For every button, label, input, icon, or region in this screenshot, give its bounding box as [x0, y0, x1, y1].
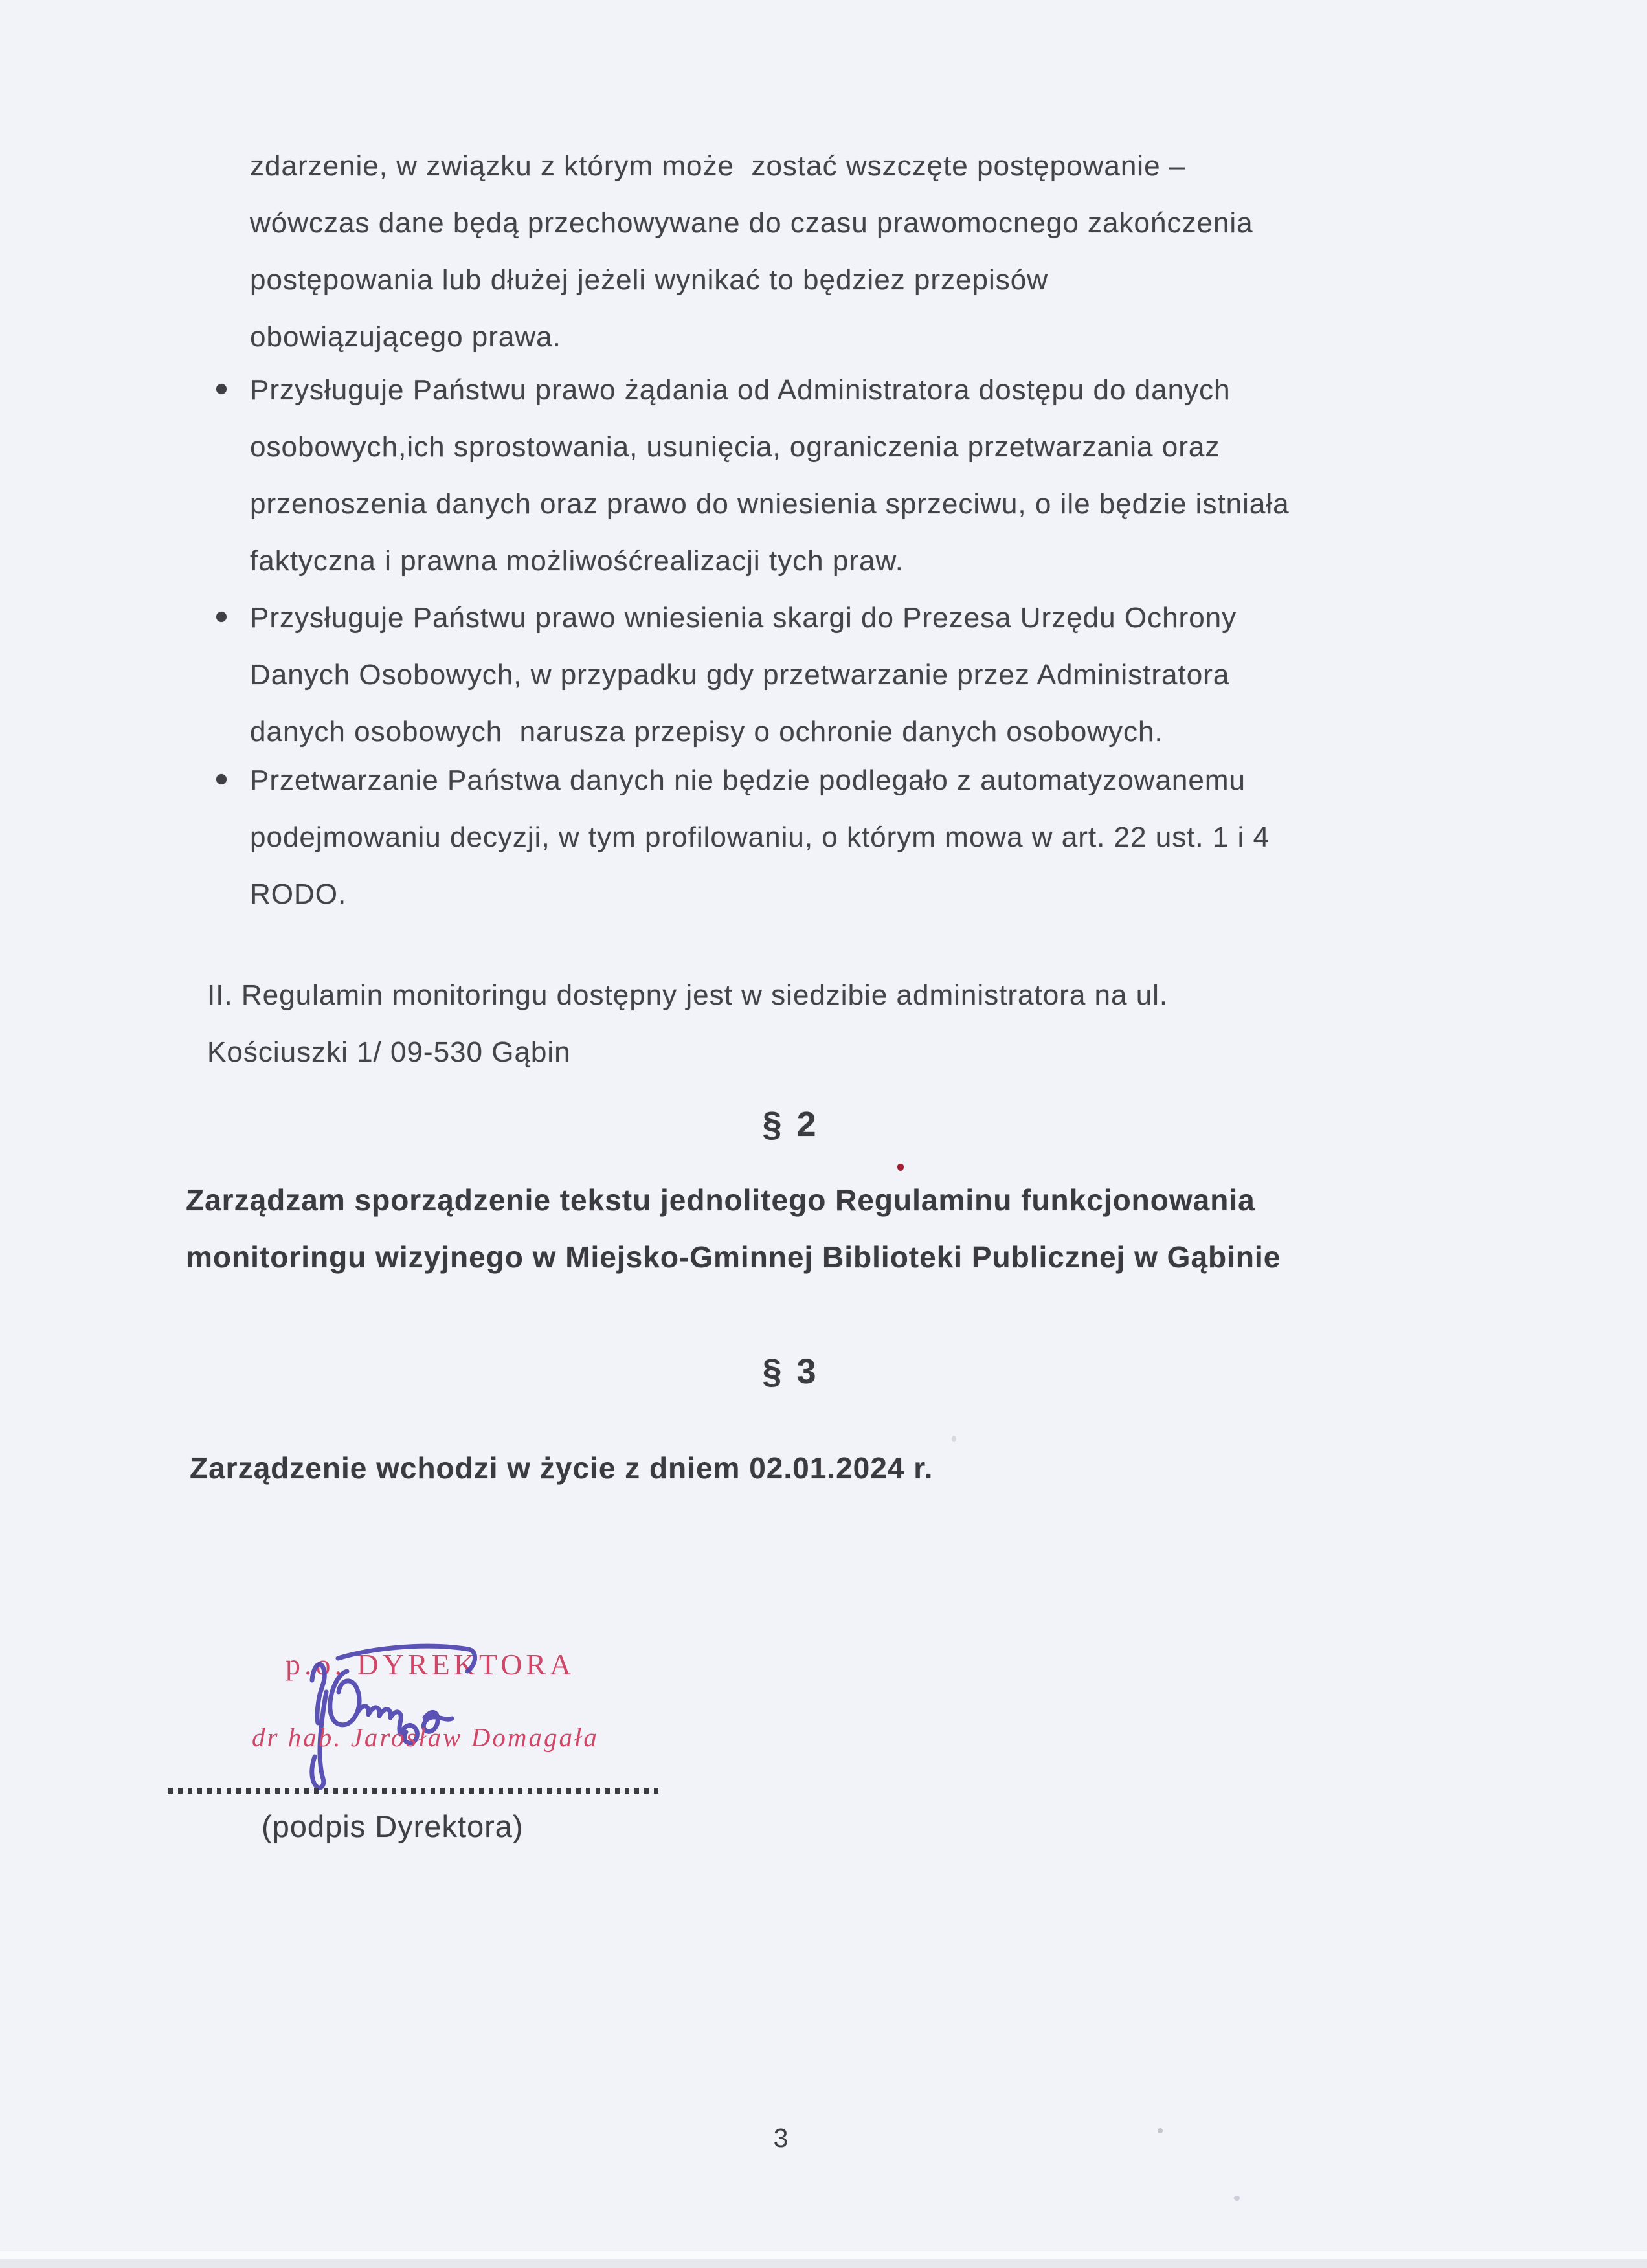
paragraph-3-body — [190, 1440, 933, 1496]
section-ii-line: Kościuszki 1/ 09-530 Gąbin — [207, 1036, 571, 1068]
paragraph-continuation — [250, 138, 1253, 366]
section-ii-line: II. Regulamin monitoringu dostępny jest w siedzibie administratora na ul. — [207, 979, 1169, 1011]
signature-dotted-line — [168, 1788, 659, 1794]
signature-caption: (podpis Dyrektora) — [262, 1809, 524, 1843]
scan-speck — [1158, 2128, 1163, 2133]
scan-bottom-edge-light — [0, 2251, 1647, 2259]
bullet-line: osobowych,ich sprostowania, usunięcia, ograniczenia przetwarzania oraz — [250, 431, 1220, 463]
paragraph-3-line: Zarządzenie wchodzi w życie z dniem 02.01.2024 r. — [190, 1451, 934, 1485]
bullet-item-rights-access — [250, 362, 1290, 590]
paragraph-line: wówczas dane będą przechowywane do czasu prawomocnego zakończenia — [250, 207, 1253, 239]
paragraph-2-line: Zarządzam sporządzenie tekstu jednolitego Regulaminu funkcjonowania — [186, 1183, 1255, 1217]
bullet-line: Przysługuje Państwu prawo żądania od Administratora dostępu do danych — [250, 374, 1231, 406]
paragraph-3-heading: § 3 — [762, 1352, 819, 1391]
section-ii — [207, 967, 1168, 1081]
bullet-line: danych osobowych narusza przepisy o ochronie danych osobowych. — [250, 716, 1163, 748]
paragraph-2-heading: § 2 — [762, 1105, 819, 1144]
paragraph-line: postępowania lub dłużej jeżeli wynikać to będziez przepisów — [250, 264, 1048, 296]
paragraph-2-body — [186, 1172, 1281, 1285]
scan-bottom-edge-shadow — [0, 2259, 1647, 2268]
paragraph-2-line: monitoringu wizyjnego w Miejsko-Gminnej Biblioteki Publicznej w Gąbinie — [186, 1240, 1281, 1274]
paragraph-line: zdarzenie, w związku z którym może zostać wszczęte postępowanie – — [250, 150, 1186, 182]
paragraph-line: obowiązującego prawa. — [250, 321, 561, 353]
bullet-line: Przysługuje Państwu prawo wniesienia skargi do Prezesa Urzędu Ochrony — [250, 602, 1237, 634]
bullet-line: faktyczna i prawna możliwośćrealizacji tych praw. — [250, 545, 904, 577]
bullet-icon — [216, 384, 227, 394]
bullet-line: Przetwarzanie Państwa danych nie będzie podlegało z automatyzowanemu — [250, 764, 1246, 796]
director-stamp-title: p.o. DYREKTORA — [286, 1648, 576, 1681]
bullet-line: przenoszenia danych oraz prawo do wniesienia sprzeciwu, o ile będzie istniała — [250, 488, 1290, 520]
scan-speck — [1234, 2196, 1240, 2201]
bullet-line: RODO. — [250, 878, 347, 910]
bullet-line: podejmowaniu decyzji, w tym profilowaniu, o którym mowa w art. 22 ust. 1 i 4 — [250, 821, 1270, 853]
page-number: 3 — [773, 2123, 789, 2153]
bullet-item-no-profiling — [250, 752, 1270, 923]
director-stamp-name: dr hab. Jarosław Domagała — [252, 1722, 599, 1752]
handwritten-signature — [293, 1640, 500, 1793]
scan-speck — [952, 1436, 956, 1442]
bullet-line: Danych Osobowych, w przypadku gdy przetwarzanie przez Administratora — [250, 659, 1230, 691]
bullet-item-complaint — [250, 590, 1237, 761]
bullet-icon — [216, 774, 227, 784]
scan-artifact-red-dot — [897, 1164, 904, 1171]
bullet-icon — [216, 612, 227, 622]
